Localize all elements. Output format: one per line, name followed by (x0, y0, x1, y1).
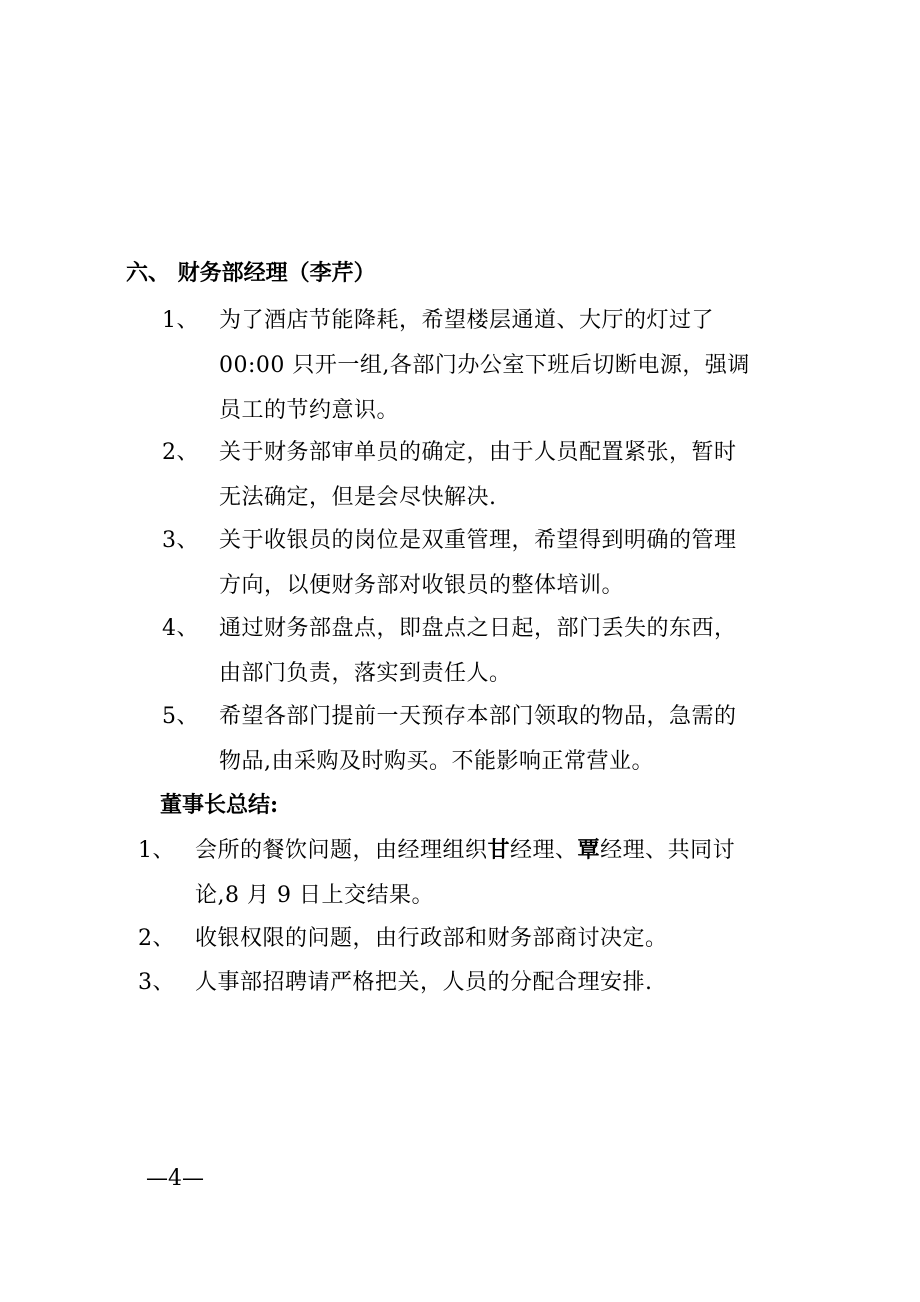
item-text-line: 物品,由采购及时购买。不能影响正常营业。 (219, 749, 654, 774)
list-item (162, 518, 802, 608)
item-text-line: 为了酒店节能降耗，希望楼层通道、大厅的灯过了 (219, 308, 715, 333)
summary-item (138, 828, 798, 918)
item-text-line: 00:00 只开一组,各部门办公室下班后切断电源，强调 (219, 353, 750, 378)
item-number: 1、 (162, 308, 199, 333)
item-number: 2、 (138, 926, 175, 951)
item-number: 2、 (162, 440, 199, 465)
person-name: 覃 (577, 837, 601, 863)
item-text-line: 由部门负责，落实到责任人。 (219, 661, 512, 686)
item-number: 3、 (162, 528, 199, 553)
summary-title: 董事长总结: (160, 792, 279, 818)
item-text-line: 关于收银员的岗位是双重管理，希望得到明确的管理 (219, 528, 737, 553)
item-text-line: 人事部招聘请严格把关，人员的分配合理安排. (195, 970, 653, 995)
item-text-segment: 经理、 (510, 838, 578, 863)
page-number: —4— (146, 1166, 204, 1191)
list-item (162, 298, 802, 433)
item-text-line (195, 828, 735, 873)
item-number: 1、 (138, 838, 175, 863)
list-item (162, 694, 802, 784)
summary-item (138, 916, 798, 961)
item-text-line: 通过财务部盘点，即盘点之日起，部门丢失的东西， (219, 616, 737, 641)
item-text-line: 收银权限的问题，由行政部和财务部商讨决定。 (195, 926, 668, 951)
list-item (162, 430, 802, 520)
item-number: 3、 (138, 970, 175, 995)
item-number: 4、 (162, 616, 199, 641)
item-text-line: 关于财务部审单员的确定，由于人员配置紧张，暂时 (219, 440, 737, 465)
section-title: 六、 财务部经理（李芹） (126, 260, 376, 286)
item-text-line: 员工的节约意识。 (219, 398, 400, 423)
item-text-line: 希望各部门提前一天预存本部门领取的物品，急需的 (219, 704, 737, 729)
item-text-line: 无法确定，但是会尽快解决. (219, 485, 497, 510)
person-name: 甘 (487, 837, 511, 863)
summary-item (138, 960, 798, 1005)
list-item (162, 606, 802, 696)
item-text-segment: 经理、共同讨 (600, 838, 736, 863)
item-number: 5、 (162, 704, 199, 729)
item-text-segment: 会所的餐饮问题，由经理组织 (195, 838, 488, 863)
item-text-line: 论,8 月 9 日上交结果。 (195, 883, 434, 908)
item-text-line: 方向，以便财务部对收银员的整体培训。 (219, 573, 625, 598)
